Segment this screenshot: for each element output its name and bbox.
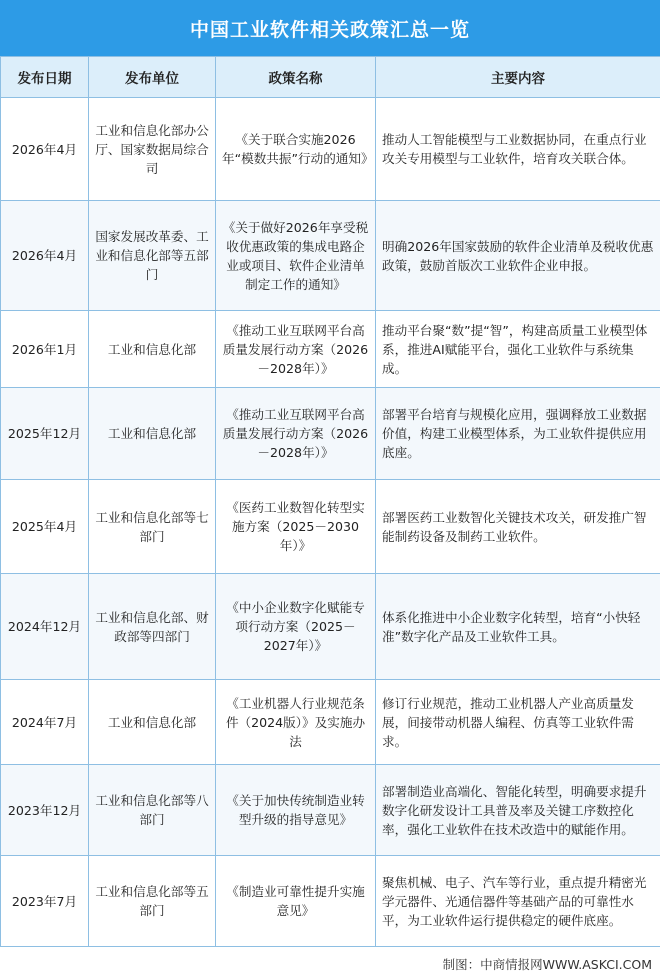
cell-content: 聚焦机械、电子、汽车等行业，重点提升精密光学元器件、光通信器件等基础产品的可靠性水平，为工业软件运行提供稳定的硬件底座。: [376, 856, 660, 947]
cell-policy-name: 《工业机器人行业规范条件（2024版）》及实施办法: [216, 680, 376, 765]
cell-date: 2025年4月: [1, 480, 89, 574]
cell-unit: 工业和信息化部: [89, 388, 216, 480]
cell-date: 2026年4月: [1, 201, 89, 311]
table-row: [1, 311, 660, 388]
cell-policy-name: 《推动工业互联网平台高质量发展行动方案（2026－2028年）》: [216, 388, 376, 480]
cell-content: 部署平台培育与规模化应用，强调释放工业数据价值，构建工业模型体系，为工业软件提供应用底座。: [376, 388, 660, 480]
cell-content: 推动人工智能模型与工业数据协同，在重点行业攻关专用模型与工业软件，培育攻关联合体。: [376, 98, 660, 201]
cell-content: 修订行业规范，推动工业机器人产业高质量发展，间接带动机器人编程、仿真等工业软件需求。: [376, 680, 660, 765]
table-row: [1, 574, 660, 680]
cell-policy-name: 《推动工业互联网平台高质量发展行动方案（2026－2028年）》: [216, 311, 376, 388]
cell-content: 推动平台聚“数”提“智”，构建高质量工业模型体系，推进AI赋能平台，强化工业软件与系统集成。: [376, 311, 660, 388]
table-row: [1, 480, 660, 574]
source-credit: 制图：中商情报网WWW.ASKCI.COM: [0, 949, 660, 979]
cell-unit: 工业和信息化部等七部门: [89, 480, 216, 574]
cell-unit: 工业和信息化部: [89, 680, 216, 765]
cell-date: 2024年12月: [1, 574, 89, 680]
cell-policy-name: 《关于加快传统制造业转型升级的指导意见》: [216, 765, 376, 856]
table-header-row: [1, 57, 660, 98]
cell-date: 2024年7月: [1, 680, 89, 765]
cell-unit: 工业和信息化部等八部门: [89, 765, 216, 856]
cell-date: 2026年4月: [1, 98, 89, 201]
table-row: [1, 680, 660, 765]
cell-unit: 工业和信息化部、财政部等四部门: [89, 574, 216, 680]
header-policy-name: 政策名称: [216, 57, 376, 98]
cell-content: 部署制造业高端化、智能化转型，明确要求提升数字化研发设计工具普及率及关键工序数控化率，强化工业软件在技术改造中的赋能作用。: [376, 765, 660, 856]
table-row: [1, 856, 660, 947]
cell-date: 2023年7月: [1, 856, 89, 947]
header-date: 发布日期: [1, 57, 89, 98]
table-row: [1, 201, 660, 311]
cell-content: 明确2026年国家鼓励的软件企业清单及税收优惠政策，鼓励首版次工业软件企业申报。: [376, 201, 660, 311]
header-content: 主要内容: [376, 57, 660, 98]
cell-policy-name: 《关于联合实施2026年“模数共振”行动的通知》: [216, 98, 376, 201]
cell-content: 体系化推进中小企业数字化转型，培育“小快轻准”数字化产品及工业软件工具。: [376, 574, 660, 680]
cell-content: 部署医药工业数智化关键技术攻关，研发推广智能制药设备及制药工业软件。: [376, 480, 660, 574]
cell-policy-name: 《中小企业数字化赋能专项行动方案（2025－2027年）》: [216, 574, 376, 680]
table-row: [1, 765, 660, 856]
table-row: [1, 98, 660, 201]
cell-policy-name: 《关于做好2026年享受税收优惠政策的集成电路企业或项目、软件企业清单制定工作的通知》: [216, 201, 376, 311]
policy-table: [0, 56, 660, 947]
cell-unit: 工业和信息化部办公厅、国家数据局综合司: [89, 98, 216, 201]
cell-date: 2023年12月: [1, 765, 89, 856]
page-title: 中国工业软件相关政策汇总一览: [0, 0, 660, 56]
cell-unit: 国家发展改革委、工业和信息化部等五部门: [89, 201, 216, 311]
table-row: [1, 388, 660, 480]
cell-date: 2026年1月: [1, 311, 89, 388]
header-unit: 发布单位: [89, 57, 216, 98]
cell-unit: 工业和信息化部等五部门: [89, 856, 216, 947]
cell-date: 2025年12月: [1, 388, 89, 480]
cell-policy-name: 《医药工业数智化转型实施方案（2025－2030年）》: [216, 480, 376, 574]
cell-unit: 工业和信息化部: [89, 311, 216, 388]
cell-policy-name: 《制造业可靠性提升实施意见》: [216, 856, 376, 947]
